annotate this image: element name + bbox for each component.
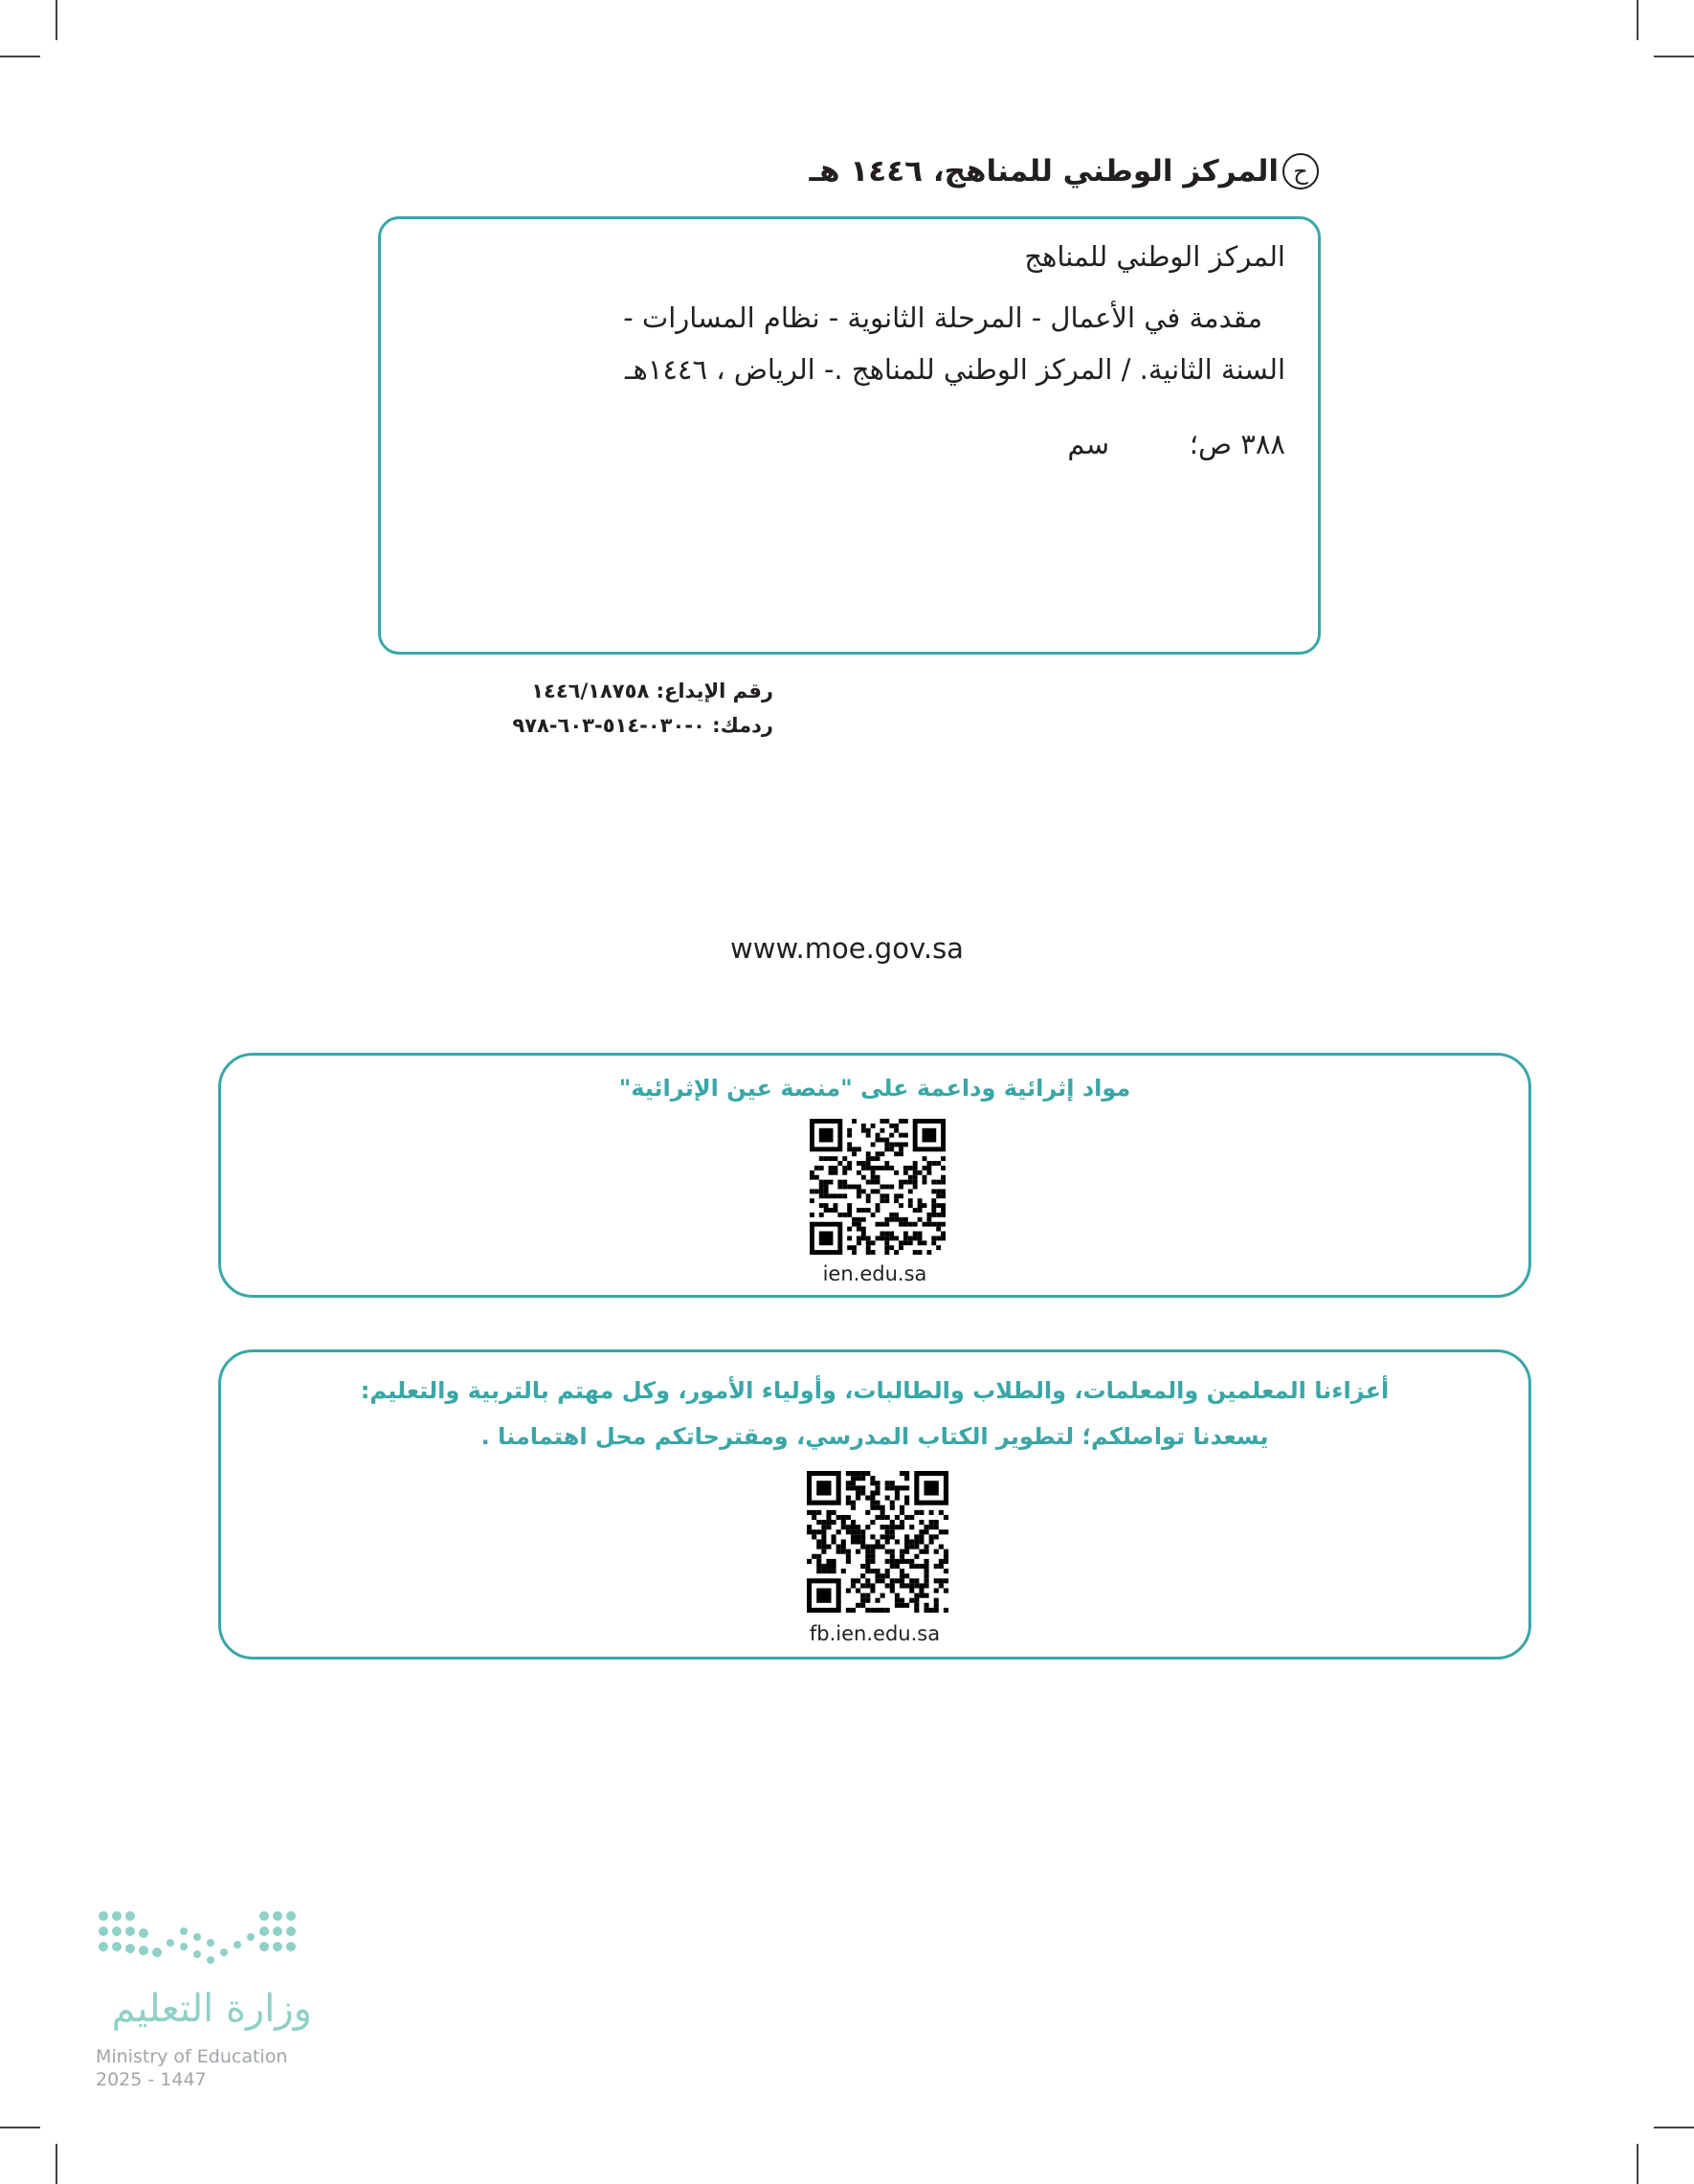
qr-code-icon[interactable] <box>810 1119 946 1255</box>
logo-year: 2025 - 1447 <box>96 2069 207 2090</box>
feedback-panel <box>218 1349 1531 1660</box>
crop-mark <box>1654 2127 1694 2128</box>
copyright-line <box>649 153 1319 189</box>
crop-mark <box>1637 2144 1638 2184</box>
cip-author: المركز الوطني للمناهج <box>1024 240 1285 273</box>
copyright-text: المركز الوطني للمناهج، ١٤٤٦ هـ <box>809 154 1279 189</box>
cip-pages: ٣٨٨ ص؛ <box>1189 428 1285 460</box>
crop-mark <box>0 2127 40 2128</box>
crop-mark <box>1654 56 1694 57</box>
deposit-number: رقم الإيداع: ١٤٤٦/١٨٧٥٨ <box>531 680 773 702</box>
crop-mark <box>0 56 40 57</box>
logo-arabic: وزارة التعليم <box>111 1987 312 2031</box>
feedback-line-2: يسعدنا تواصلكم؛ لتطوير الكتاب المدرسي، ومقترحاتكم محل اهتمامنا . <box>480 1423 1269 1450</box>
feedback-url[interactable]: fb.ien.edu.sa <box>809 1622 941 1645</box>
ministry-logo-icon <box>92 1905 312 1981</box>
cip-title-line-2: السنة الثانية. / المركز الوطني للمناهج .- الرياض ، ١٤٤٦هـ <box>624 353 1285 386</box>
logo-english: Ministry of Education <box>96 2046 288 2067</box>
qr-code-icon[interactable] <box>807 1471 948 1613</box>
feedback-line-1: أعزاءنا المعلمين والمعلمات، والطلاب والطالبات، وأولياء الأمور، وكل مهتم بالتربية والتعليم: <box>360 1377 1390 1404</box>
cip-size-unit: سم <box>1067 428 1109 460</box>
enrichment-title: مواد إثرائية وداعمة على "منصة عين الإثرائية" <box>618 1075 1131 1102</box>
enrichment-url[interactable]: ien.edu.sa <box>822 1262 927 1285</box>
cip-title-line-1: مقدمة في الأعمال - المرحلة الثانوية - نظام المسارات - <box>623 301 1262 334</box>
cataloging-box <box>378 216 1321 655</box>
enrichment-panel <box>218 1053 1531 1298</box>
isbn-number: ردمك: ٠-٠٣٠-٥١٤-٦٠٣-٩٧٨ <box>512 714 773 737</box>
copyright-circle-icon: ح <box>1282 153 1319 189</box>
website-link[interactable]: www.moe.gov.sa <box>730 932 964 965</box>
ministry-logo <box>92 1905 312 2096</box>
crop-mark <box>56 2144 57 2184</box>
crop-mark <box>56 0 57 40</box>
crop-mark <box>1637 0 1638 40</box>
